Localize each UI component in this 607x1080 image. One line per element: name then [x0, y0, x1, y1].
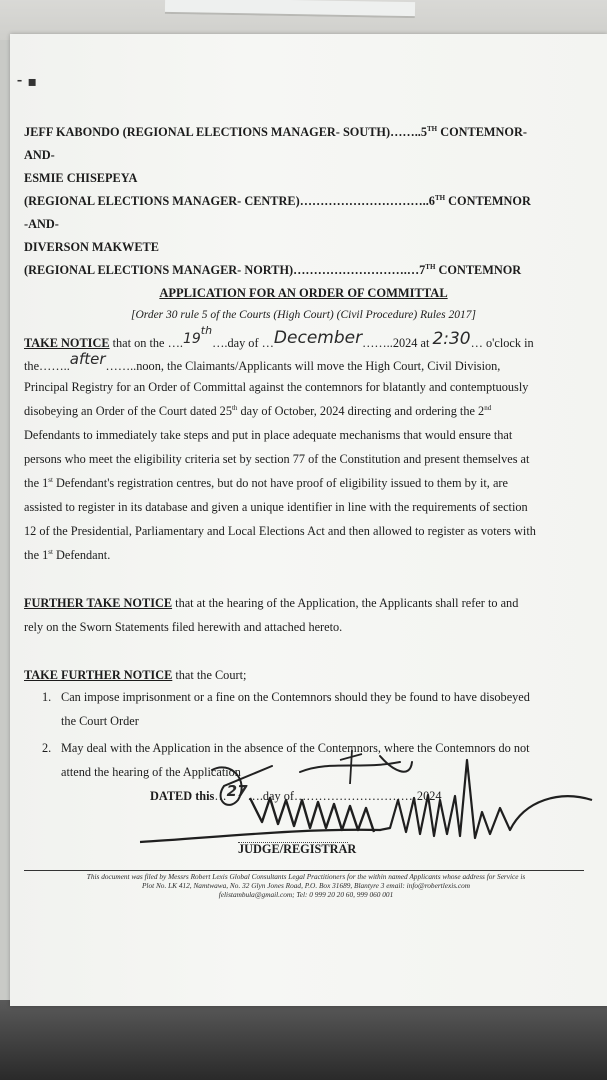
notice2-line-1: FURTHER TAKE NOTICE that at the hearing of the Application, the Applicants shall refer to and — [24, 596, 519, 610]
judge-registrar-label: JUDGE/REGISTRAR — [238, 842, 357, 856]
party-line-5: (REGIONAL ELECTIONS MANAGER- NORTH)……………………….…7TH CONTEMNOR — [24, 262, 522, 277]
party-line-2: ESMIE CHISEPEYA — [24, 171, 138, 185]
take-notice-heading: TAKE NOTICE — [24, 336, 110, 350]
notice1-line-1: TAKE NOTICE that on the ….19th….day of …December……..2024 at 2:30… o'clock in — [24, 323, 534, 350]
handwritten-date: 27 — [226, 782, 248, 800]
notice3-intro: TAKE FURTHER NOTICE that the Court; — [24, 668, 247, 682]
footer-line-3: felistambula@gmail.com; Tel: 0 999 20 20 60, 999 060 001 — [218, 890, 394, 899]
further-take-notice-heading: FURTHER TAKE NOTICE — [24, 596, 173, 610]
document-title: APPLICATION FOR AN ORDER OF COMMITTAL — [159, 286, 448, 300]
dated-line: DATED this…27….day of…………………………2024 — [150, 782, 442, 803]
footer-rule — [24, 870, 584, 871]
take-further-notice-heading: TAKE FURTHER NOTICE — [24, 668, 173, 682]
party-line-1: JEFF KABONDO (REGIONAL ELECTIONS MANAGER- SOUTH)……..5TH CONTEMNOR- — [24, 124, 527, 139]
notice1-line-7: the 1st Defendant's registration centres, but do not have proof of eligibility issued to them by it, are — [24, 475, 508, 490]
handwritten-noon: after — [69, 350, 106, 368]
party-separator-2: -AND- — [24, 217, 59, 231]
party-line-3: (REGIONAL ELECTIONS MANAGER- CENTRE)…………………………..6TH CONTEMNOR — [24, 193, 531, 208]
notice1-line-5: Defendants to immediately take steps and put in place adequate mechanisms that would ensure that — [24, 428, 513, 442]
notice1-line-3: Principal Registry for an Order of Committal against the contemnors for blatantly and contemptuously — [24, 380, 529, 394]
footer-line-2: Plot No. LK 412, Namtwawa, No. 32 Glyn Jones Road, P.O. Box 31689, Blantyre 3 email: info@robertlexis.com — [141, 881, 471, 890]
notice1-line-6: persons who meet the eligibility criteria set by section 77 of the Constitution and present themselves at — [24, 452, 530, 466]
list-item-1-line-1: Can impose imprisonment or a fine on the Contemnors should they be found to have disobeyed — [61, 690, 530, 704]
notice2-line-2: rely on the Sworn Statements filed herewith and attached hereto. — [24, 620, 343, 634]
notice1-line-8: assisted to register in its database and given a unique identifier in line with the requirements of section — [24, 500, 528, 514]
footer-line-1: This document was filed by Messrs Robert Lexis Global Consultants Legal Practitioners for the within named Applicants whose address for Service is — [86, 872, 526, 881]
list-item-1-number: 1. — [42, 690, 52, 704]
document-subtitle: [Order 30 rule 5 of the Courts (High Court) (Civil Procedure) Rules 2017] — [131, 309, 476, 321]
party-line-4: DIVERSON MAKWETE — [24, 240, 159, 254]
handwritten-month: December — [273, 328, 363, 348]
handwritten-day: 19 — [182, 331, 201, 347]
list-item-2-line-2: attend the hearing of the Application — [61, 765, 241, 779]
notice1-line-2: the……..after……..noon, the Claimants/Applicants will move the High Court, Civil Division, — [24, 350, 501, 373]
list-item-2-number: 2. — [42, 741, 52, 755]
handwritten-time: 2:30 — [432, 329, 471, 349]
list-item-1-line-2: the Court Order — [61, 714, 139, 728]
pen-mark: ⁃ ▪ — [16, 74, 37, 90]
list-item-2-line-1: May deal with the Application in the absence of the Contemnors, where the Contemnors do not — [61, 741, 530, 755]
notice1-line-10: the 1st Defendant. — [24, 547, 111, 562]
notice1-line-4: disobeying an Order of the Court dated 25th day of October, 2024 directing and ordering the 2nd — [24, 403, 492, 418]
party-separator-1: AND- — [24, 148, 55, 162]
notice1-line-9: 12 of the Presidential, Parliamentary and Local Elections Act and then allowed to register as voters with — [24, 524, 536, 538]
